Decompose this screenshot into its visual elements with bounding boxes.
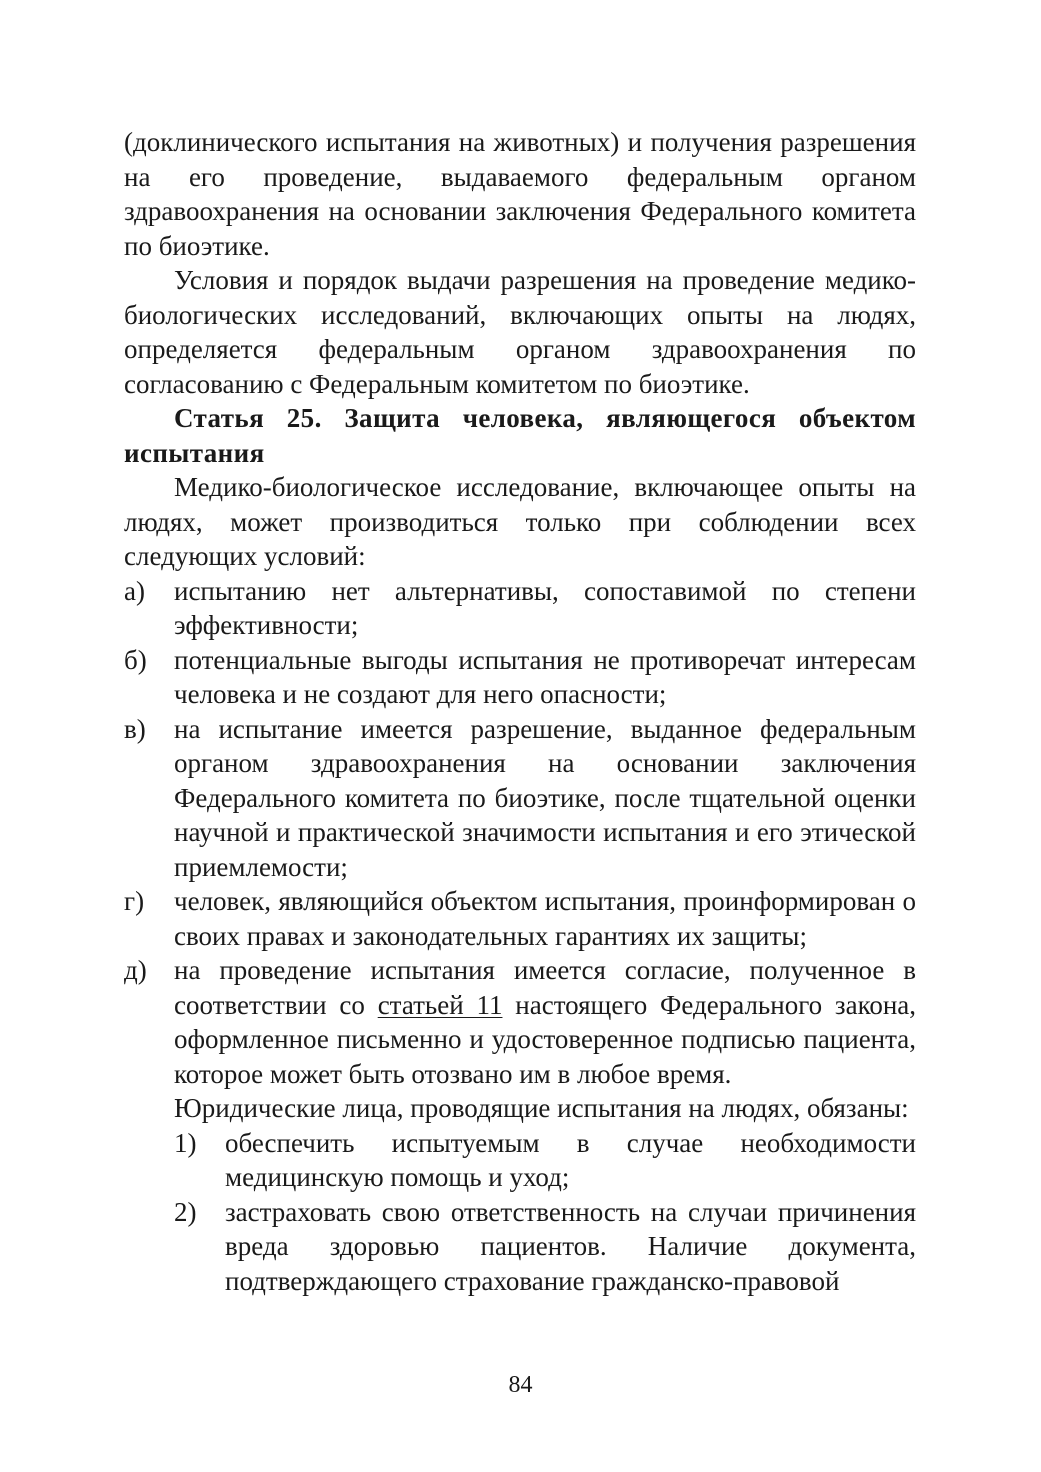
- list-item-text: [174, 953, 916, 1091]
- list-item-text: на испытание имеется разрешение, выданное федеральным органом здравоохранения на основании заключения Федерального комитета по биоэтике, после тщательной оценки научной и практической значимости испытания и его этической приемлемости;: [174, 713, 916, 882]
- paragraph-1: (доклинического испытания на животных) и получения разрешения на его проведение, выдаваемого федеральным органом здравоохранения на основании заключения Федерального комитета по биоэтике.: [124, 127, 916, 261]
- list-item: [124, 953, 916, 1298]
- paragraph-2: Условия и порядок выдачи разрешения на проведение медико-биологических исследований, включающих опыты на людях, определяется федеральным органом здравоохранения по согласованию с Федеральным комитетом по биоэтике.: [124, 265, 916, 399]
- sublist-marker: 2): [174, 1196, 197, 1227]
- list-marker: д): [124, 955, 147, 985]
- article-11-link[interactable]: статьей 11: [377, 989, 503, 1020]
- list-item-text: человек, являющийся объектом испытания, проинформирован о своих правах и законодательных гарантиях их защиты;: [174, 886, 916, 951]
- paragraph-3: Медико-биологическое исследование, включающее опыты на людях, может производиться только при соблюдении всех следующих условий:: [124, 472, 916, 571]
- text-before-link: на проведение испытания имеется согласие, полученное в соответствии со: [174, 955, 916, 1020]
- sublist-item: [174, 1126, 916, 1195]
- document-page: [124, 125, 916, 1298]
- list-marker: б): [124, 644, 147, 675]
- obligations-intro: Юридические лица, проводящие испытания на людях, обязаны:: [174, 1093, 909, 1123]
- sublist-item: [174, 1195, 916, 1299]
- list-item: [124, 712, 916, 885]
- list-item: [124, 574, 916, 643]
- list-marker: г): [124, 886, 145, 916]
- sublist-marker: 1): [174, 1127, 197, 1158]
- list-marker: в): [124, 713, 146, 744]
- obligations-list: [174, 1126, 916, 1299]
- list-item: [124, 643, 916, 712]
- article-heading: Статья 25. Защита человека, являющегося объектом испытания: [124, 403, 916, 468]
- list-item: [124, 884, 916, 953]
- list-item-text: потенциальные выгоды испытания не противоречат интересам человека и не создают для него опасности;: [174, 644, 916, 709]
- conditions-list: [124, 574, 916, 1299]
- sublist-item-text: застраховать свою ответственность на случаи причинения вреда здоровью пациентов. Наличие документа, подтверждающего страхование гражданско-правовой: [225, 1196, 916, 1296]
- page-number: 84: [508, 1372, 533, 1398]
- sublist-item-text: обеспечить испытуемым в случае необходимости медицинскую помощь и уход;: [225, 1127, 916, 1192]
- list-item-text: испытанию нет альтернативы, сопоставимой по степени эффективности;: [174, 575, 916, 640]
- list-item-content: [174, 953, 916, 1298]
- list-marker: а): [124, 575, 145, 606]
- text-after-link: настоящего Федерального закона, оформленное письменно и удостоверенное подписью пациента, которое может быть отозвано им в любое время.: [174, 989, 916, 1089]
